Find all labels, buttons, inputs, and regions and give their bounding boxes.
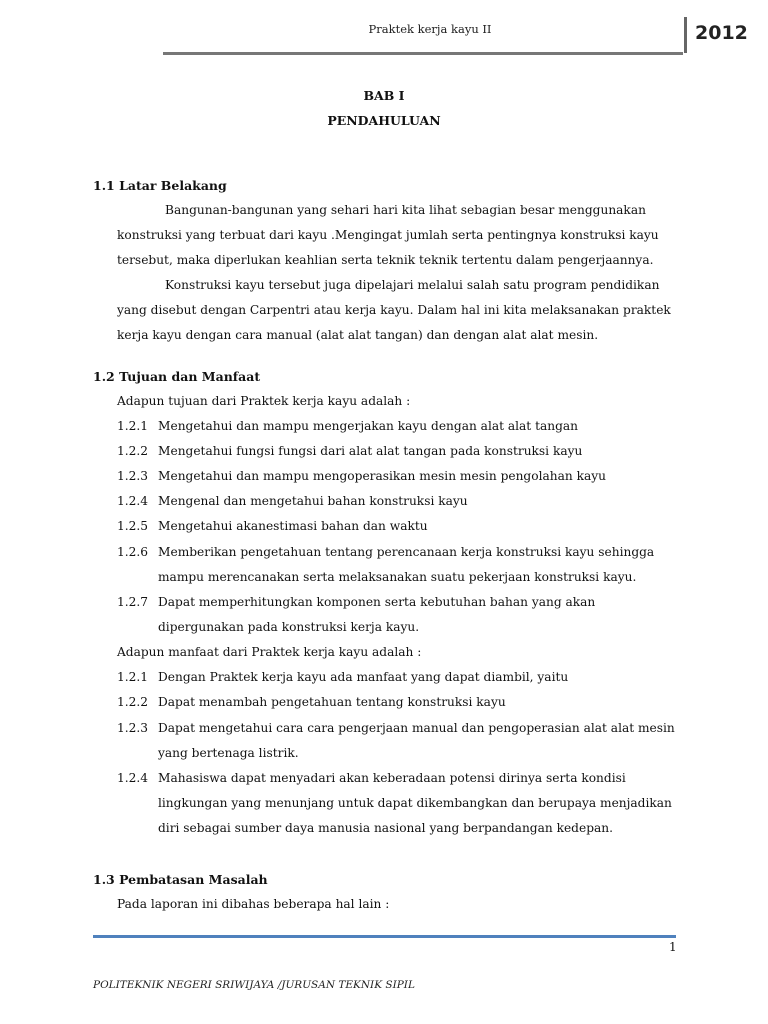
- page-number: 1: [669, 940, 677, 954]
- footer-rule: [93, 935, 676, 938]
- section-heading-pembatasan-masalah: 1.3 Pembatasan Masalah: [93, 872, 268, 887]
- list-item-text: dipergunakan pada konstruksi kerja kayu.: [158, 620, 420, 634]
- year-separator: [684, 17, 687, 53]
- list-item-number: 1.2.4: [117, 771, 149, 785]
- list-item-number: 1.2.2: [117, 444, 149, 458]
- list-item-number: 1.2.1: [117, 419, 149, 433]
- list-item-text: Mengetahui fungsi fungsi dari alat alat tangan pada konstruksi kayu: [158, 444, 583, 458]
- paragraph-line: konstruksi yang terbuat dari kayu .Mengingat jumlah serta pentingnya konstruksi kayu: [117, 228, 659, 242]
- chapter-title: PENDAHULUAN: [327, 113, 441, 128]
- list-item-text: Mengetahui dan mampu mengerjakan kayu dengan alat alat tangan: [158, 419, 579, 433]
- list-item-text: Dapat memperhitungkan komponen serta kebutuhan bahan yang akan: [158, 595, 596, 609]
- list-item-number: 1.2.2: [117, 695, 149, 709]
- header-rule: [163, 52, 683, 55]
- list-item-number: 1.2.4: [117, 494, 149, 508]
- paragraph-line: yang disebut dengan Carpentri atau kerja kayu. Dalam hal ini kita melaksanakan praktek: [117, 303, 671, 317]
- paragraph-line: Konstruksi kayu tersebut juga dipelajari melalui salah satu program pendidikan: [165, 278, 660, 292]
- list-item-text: Dapat mengetahui cara cara pengerjaan manual dan pengoperasian alat alat mesin: [158, 721, 675, 735]
- pembatasan-intro: Pada laporan ini dibahas beberapa hal lain :: [117, 897, 390, 911]
- list-item-number: 1.2.3: [117, 721, 149, 735]
- list-item-text: lingkungan yang menunjang untuk dapat dikembangkan dan berupaya menjadikan: [158, 796, 672, 810]
- paragraph-line: Bangunan-bangunan yang sehari hari kita lihat sebagian besar menggunakan: [165, 203, 646, 217]
- footer-institution: POLITEKNIK NEGERI SRIWIJAYA /JURUSAN TEKNIK SIPIL: [93, 979, 415, 991]
- list-item-number: 1.2.3: [117, 469, 149, 483]
- list-item-text: Mahasiswa dapat menyadari akan keberadaan potensi dirinya serta kondisi: [158, 771, 626, 785]
- list-item-text: Dengan Praktek kerja kayu ada manfaat yang dapat diambil, yaitu: [158, 670, 569, 684]
- list-item-number: 1.2.1: [117, 670, 149, 684]
- header-year: 2012: [695, 22, 748, 44]
- list-item-text: Mengetahui akanestimasi bahan dan waktu: [158, 519, 428, 533]
- list-item-text: mampu merencanakan serta melaksanakan suatu pekerjaan konstruksi kayu.: [158, 570, 637, 584]
- list-item-text: Dapat menambah pengetahuan tentang konstruksi kayu: [158, 695, 506, 709]
- list-item-text: yang bertenaga listrik.: [158, 746, 299, 760]
- list-item-text: Mengetahui dan mampu mengoperasikan mesin mesin pengolahan kayu: [158, 469, 606, 483]
- section-heading-latar-belakang: 1.1 Latar Belakang: [93, 178, 227, 193]
- paragraph-line: kerja kayu dengan cara manual (alat alat tangan) dan dengan alat alat mesin.: [117, 328, 599, 342]
- list-item-text: Memberikan pengetahuan tentang perencanaan kerja konstruksi kayu sehingga: [158, 545, 655, 559]
- paragraph-line: tersebut, maka diperlukan keahlian serta teknik teknik tertentu dalam pengerjaannya.: [117, 253, 654, 267]
- list-item-text: Mengenal dan mengetahui bahan konstruksi kayu: [158, 494, 468, 508]
- chapter-label: BAB I: [363, 88, 405, 103]
- list-item-number: 1.2.7: [117, 595, 149, 609]
- tujuan-intro: Adapun tujuan dari Praktek kerja kayu adalah :: [117, 394, 411, 408]
- manfaat-intro: Adapun manfaat dari Praktek kerja kayu adalah :: [117, 645, 422, 659]
- list-item-number: 1.2.6: [117, 545, 149, 559]
- running-header-title: Praktek kerja kayu II: [368, 22, 492, 36]
- list-item-number: 1.2.5: [117, 519, 149, 533]
- section-heading-tujuan-manfaat: 1.2 Tujuan dan Manfaat: [93, 369, 261, 384]
- list-item-text: diri sebagai sumber daya manusia nasional yang berpandangan kedepan.: [158, 821, 613, 835]
